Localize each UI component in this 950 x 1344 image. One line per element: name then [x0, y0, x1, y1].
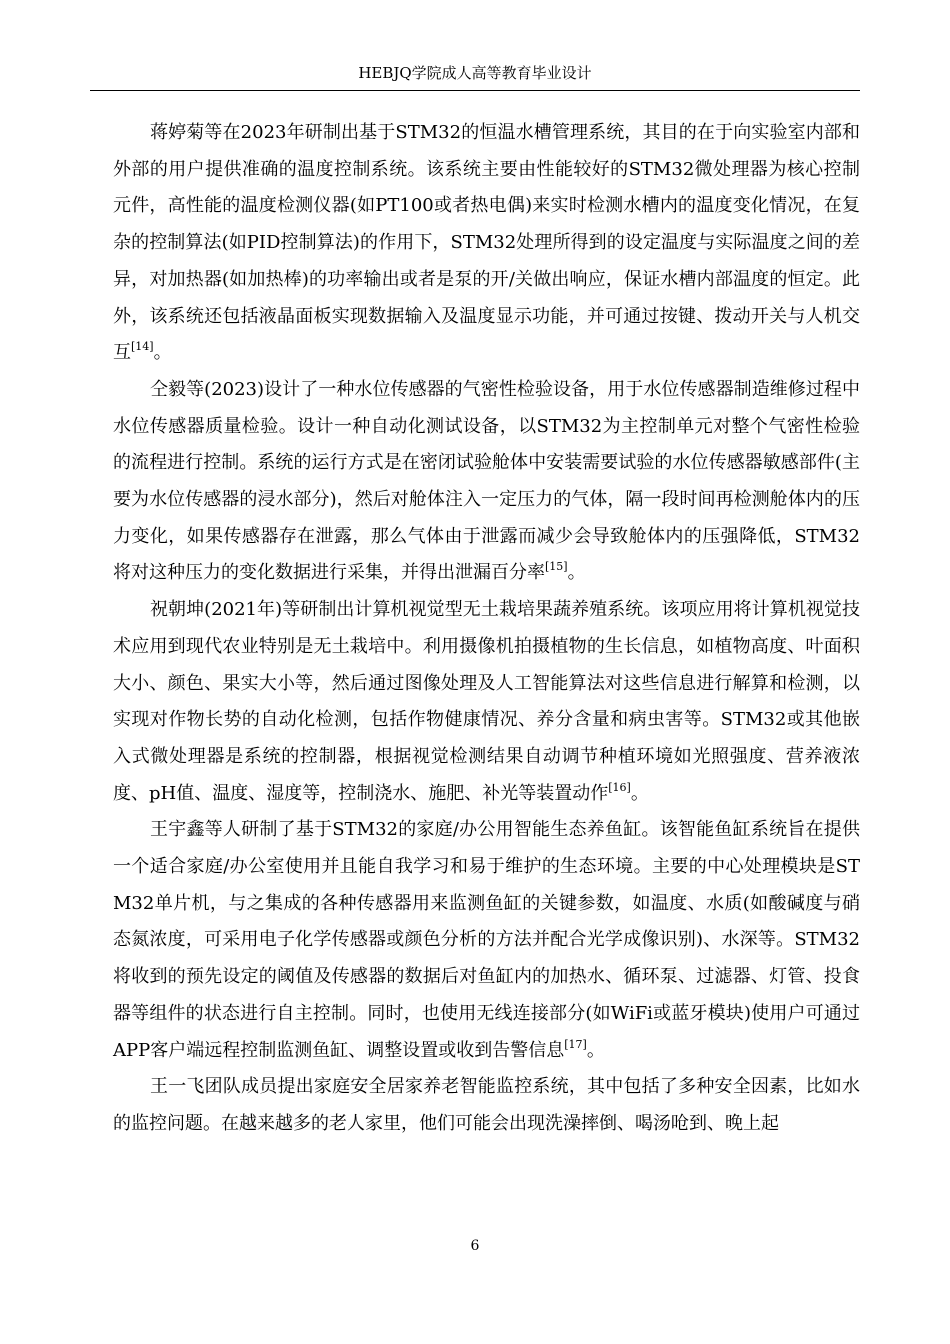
paragraph-1-end: 。 — [153, 342, 172, 364]
paragraph-1-text: 蒋婷菊等在2023年研制出基于STM32的恒温水槽管理系统，其目的在于向实验室内部和外部的用户提供准确的温度控制系统。该系统主要由性能较好的STM32微处理器为核心控制元件，高性能的温度检测仪器(如PT100或者热电偶)来实时检测水槽内的温度变化情况，在复杂的控制算法(如PID控制算法)的作用下，STM32处理所得到的设定温度与实际温度之间的差异，对加热器(如加热棒)的功率输出或者是泵的开/关做出响应，保证水槽内部温度的恒定。此外，该系统还包括液晶面板实现数据输入及温度显示功能，并可通过按键、拨动开关与人机交互 — [113, 122, 860, 364]
paragraph-1 — [113, 115, 860, 372]
paragraph-3-text: 祝朝坤(2021年)等研制出计算机视觉型无土栽培果蔬养殖系统。该项应用将计算机视觉技术应用到现代农业特别是无土栽培中。利用摄像机拍摄植物的生长信息，如植物高度、叶面积大小、颜色、果实大小等，然后通过图像处理及人工智能算法对这些信息进行解算和检测，以实现对作物长势的自动化检测，包括作物健康情况、养分含量和病虫害等。STM32或其他嵌入式微处理器是系统的控制器，根据视觉检测结果自动调节种植环境如光照强度、营养液浓度、pH值、温度、湿度等，控制浇水、施肥、补光等装置动作 — [113, 599, 860, 804]
paragraph-5-text: 王一飞团队成员提出家庭安全居家养老智能监控系统，其中包括了多种安全因素，比如水的监控问题。在越来越多的老人家里，他们可能会出现洗澡摔倒、喝汤呛到、晚上起 — [113, 1076, 860, 1134]
paragraph-2-end: 。 — [567, 562, 586, 584]
paragraph-2-text: 仝毅等(2023)设计了一种水位传感器的气密性检验设备，用于水位传感器制造维修过程中水位传感器质量检验。设计一种自动化测试设备，以STM32为主控制单元对整个气密性检验的流程进行控制。系统的运行方式是在密闭试验舱体中安装需要试验的水位传感器敏感部件(主要为水位传感器的浸水部分)，然后对舱体注入一定压力的气体，隔一段时间再检测舱体内的压力变化，如果传感器存在泄露，那么气体由于泄露而减少会导致舱体内的压强降低，STM32将对这种压力的变化数据进行采集，并得出泄漏百分率 — [113, 378, 860, 584]
paragraph-4 — [113, 812, 860, 1069]
paragraph-3-end: 。 — [630, 782, 649, 804]
citation-15: [15] — [545, 560, 568, 574]
body-text — [113, 115, 860, 1143]
paragraph-5 — [113, 1069, 860, 1142]
running-header: HEBJQ学院成人高等教育毕业设计 — [358, 64, 592, 82]
paragraph-2 — [113, 372, 860, 592]
citation-16: [16] — [608, 780, 631, 794]
citation-14: [14] — [131, 340, 154, 354]
citation-17: [17] — [564, 1037, 587, 1051]
paragraph-4-text: 王宇鑫等人研制了基于STM32的家庭/办公用智能生态养鱼缸。该智能鱼缸系统旨在提供一个适合家庭/办公室使用并且能自我学习和易于维护的生态环境。主要的中心处理模块是STM32单片机，与之集成的各种传感器用来监测鱼缸的关键参数，如温度、水质(如酸碱度与硝态氮浓度，可采用电子化学传感器或颜色分析的方法并配合光学成像识别)、水深等。STM32将收到的预先设定的阈值及传感器的数据后对鱼缸内的加热水、循环泵、过滤器、灯管、投食器等组件的状态进行自主控制。同时，也使用无线连接部分(如WiFi或蓝牙模块)使用户可通过APP客户端远程控制监测鱼缸、调整设置或收到告警信息 — [113, 819, 860, 1061]
header-divider — [90, 90, 860, 91]
paragraph-4-end: 。 — [586, 1039, 605, 1061]
page-number: 6 — [470, 1238, 480, 1254]
paragraph-3 — [113, 592, 860, 812]
